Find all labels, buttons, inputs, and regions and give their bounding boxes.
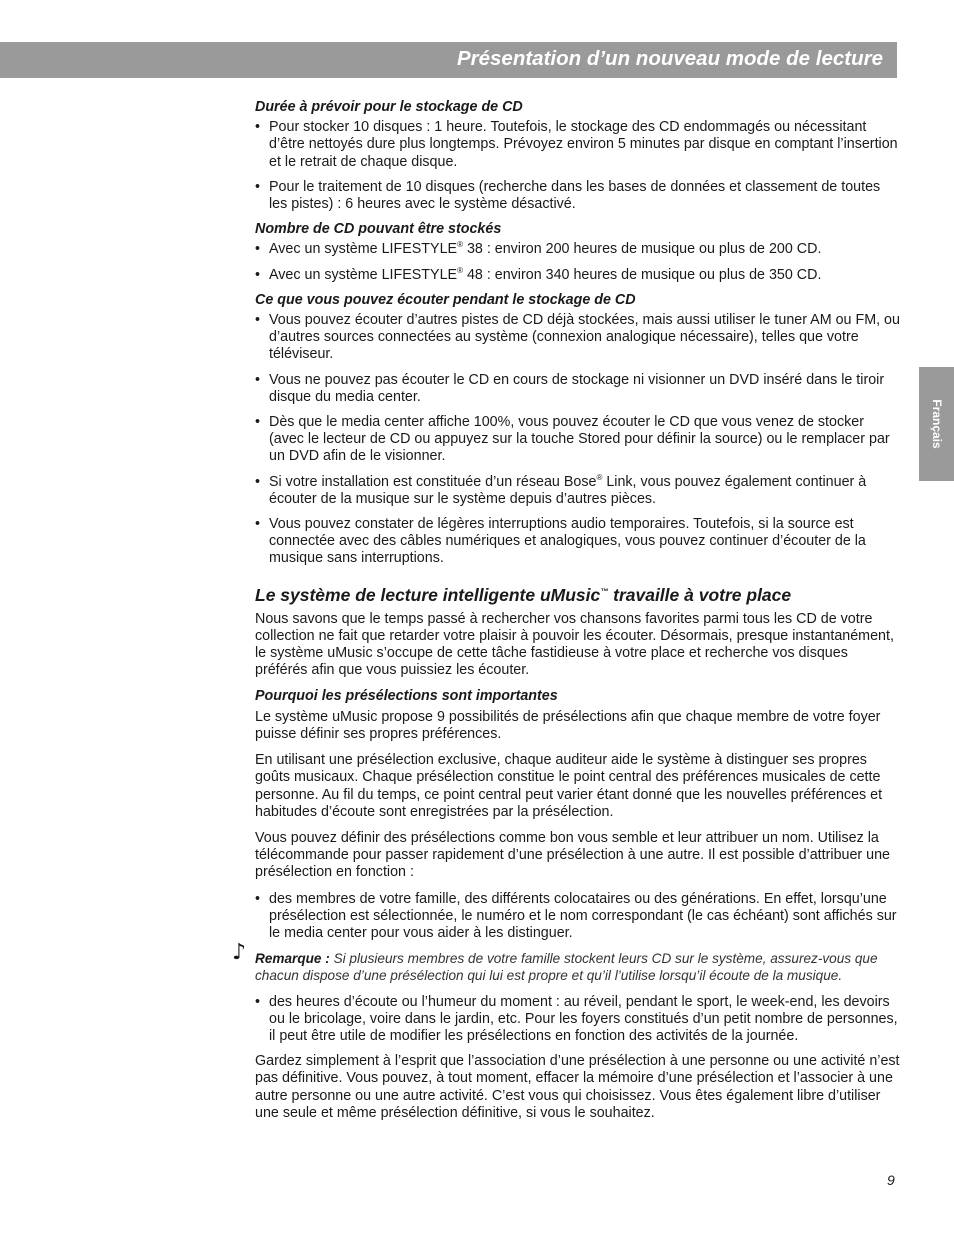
presets-para-3: Vous pouvez définir des présélections comme bon vous semble et leur attribuer un nom. Utilisez la télécommande pour passer rapidement d’une présélection à une autre. Il est possible d’attribuer une présélection en fonction : (255, 829, 891, 881)
list-item: • Dès que le media center affiche 100%, vous pouvez écouter le CD que vous venez de stocker (avec le lecteur de CD ou appuyez sur la touche Stored pour définir la source) ou le remplacer par un DVD afin de le visionner. (255, 414, 900, 466)
item-text: Si votre installation est constituée d’un réseau Bose (269, 473, 597, 490)
heading-text: Le système de lecture intelligente uMusic (255, 584, 601, 605)
list-item (255, 241, 900, 258)
closing-para: Gardez simplement à l’esprit que l’association d’une présélection à une personne ou une activité n’est pas définitive. Vous pouvez, à tout moment, effacer la mémoire d’une présélection et l’associer à une autre personne ou une autre activité. C’est vous qui choisissez. Vous êtes également libre d’utiliser une seule et même présélection définitive, si vous le souhaitez. (255, 1053, 900, 1121)
presets-para-1: Le système uMusic propose 9 possibilités de présélections afin que chaque membre de votre foyer puisse définir ses propres préférences. (255, 708, 881, 742)
note-block (232, 940, 900, 984)
list-item: • Vous pouvez écouter d’autres pistes de CD déjà stockées, mais aussi utiliser le tuner AM ou FM, ou d’autres sources connectées au système (connexion analogique nécessaire), telles que votre téléviseur. (255, 312, 900, 364)
item-text: 38 : environ 200 heures de musique ou plus de 200 CD. (462, 241, 822, 258)
item-text: Link, vous pouvez également continuer à écouter de la musique sur le système depuis d’autres pièces. (269, 473, 867, 507)
language-tab (919, 367, 954, 481)
storage-time-list (255, 119, 900, 213)
item-text: 48 : environ 340 heures de musique ou plus de 350 CD. (462, 266, 822, 283)
header-bar (0, 42, 897, 78)
presets-para-2: En utilisant une présélection exclusive, chaque auditeur aide le système à distinguer ses propres goûts musicaux. Chaque présélection constitue le point central des préférences musicales de cette personne. Au fil du temps, ce point central peut varier étant donné que les nouvelles préférences et habitudes d’écoute sont enregistrées par la présélection. (255, 752, 883, 820)
note-label: Remarque : (255, 951, 330, 967)
list-item: • Vous pouvez constater de légères interruptions audio temporaires. Toutefois, si la source est connectée avec des câbles numériques et analogiques, vous pouvez continuer d’écouter de la musique sans interruptions. (255, 516, 900, 568)
note-text: Si plusieurs membres de votre famille stockent leurs CD sur le système, assurez-vous que chacun dispose d’une présélection qui lui est propre et qu’il l’utilise lorsqu’il écoute de la musique. (255, 951, 878, 984)
trademark: ™ (600, 586, 609, 596)
presets-heading: Pourquoi les présélections sont importantes (255, 688, 558, 705)
list-item: • des heures d’écoute ou l’humeur du moment : au réveil, pendant le sport, le week-end, les devoirs ou le bricolage, voire dans le jardin, etc. Pour les foyers constitués d’un petit nombre de personnes, il peut être utile de modifier les présélections en fonction des activités de la journée. (255, 994, 900, 1046)
list-item (255, 267, 900, 284)
presets-list-time (255, 994, 900, 1046)
music-note-icon: ♪ (232, 940, 247, 966)
capacity-heading: Nombre de CD pouvant être stockés (255, 221, 502, 238)
umusic-heading (255, 585, 900, 605)
registered-mark: ® (457, 240, 463, 250)
page-title: Présentation d’un nouveau mode de lecture (456, 47, 883, 70)
language-tab-label: Français (929, 399, 944, 449)
listening-heading: Ce que vous pouvez écouter pendant le stockage de CD (255, 291, 636, 308)
list-item (255, 474, 900, 508)
item-text: Avec un système LIFESTYLE (269, 266, 458, 283)
presets-list-family (255, 891, 900, 943)
page-number: 9 (887, 1172, 895, 1188)
list-item: • Pour stocker 10 disques : 1 heure. Toutefois, le stockage des CD endommagés ou nécessitant d’être nettoyés dure plus longtemps. Prévoyez environ 5 minutes par disque en comptant l’insertion et le retrait de chaque disque. (255, 119, 900, 171)
listening-list (255, 312, 900, 568)
capacity-list (255, 241, 900, 283)
list-item: • Vous ne pouvez pas écouter le CD en cours de stockage ni visionner un DVD inséré dans le tiroir disque du media center. (255, 372, 900, 406)
umusic-intro: Nous savons que le temps passé à rechercher vos chansons favorites parmi tous les CD de votre collection ne fait que retarder votre plaisir à pouvoir les écouter. Désormais, presque instantanément, le système uMusic s’occupe de cette tâche fastidieuse à votre place et recherche vos disques préférés afin que vous puissiez les écouter. (255, 610, 894, 679)
item-text: Avec un système LIFESTYLE (269, 241, 458, 258)
registered-mark: ® (596, 472, 603, 482)
storage-time-heading: Durée à prévoir pour le stockage de CD (255, 99, 523, 115)
list-item: • Pour le traitement de 10 disques (recherche dans les bases de données et classement de toutes les pistes) : 6 heures avec le système désactivé. (255, 179, 900, 213)
heading-text: travaille à votre place (608, 584, 792, 605)
registered-mark: ® (457, 265, 463, 275)
list-item: • des membres de votre famille, des différents colocataires ou des générations. En effet, lorsqu’une présélection est sélectionnée, le numéro et le nom correspondant (le cas échéant) sont affichés sur le media center pour vous aider à les distinguer. (255, 891, 900, 943)
main-content (232, 99, 900, 1131)
